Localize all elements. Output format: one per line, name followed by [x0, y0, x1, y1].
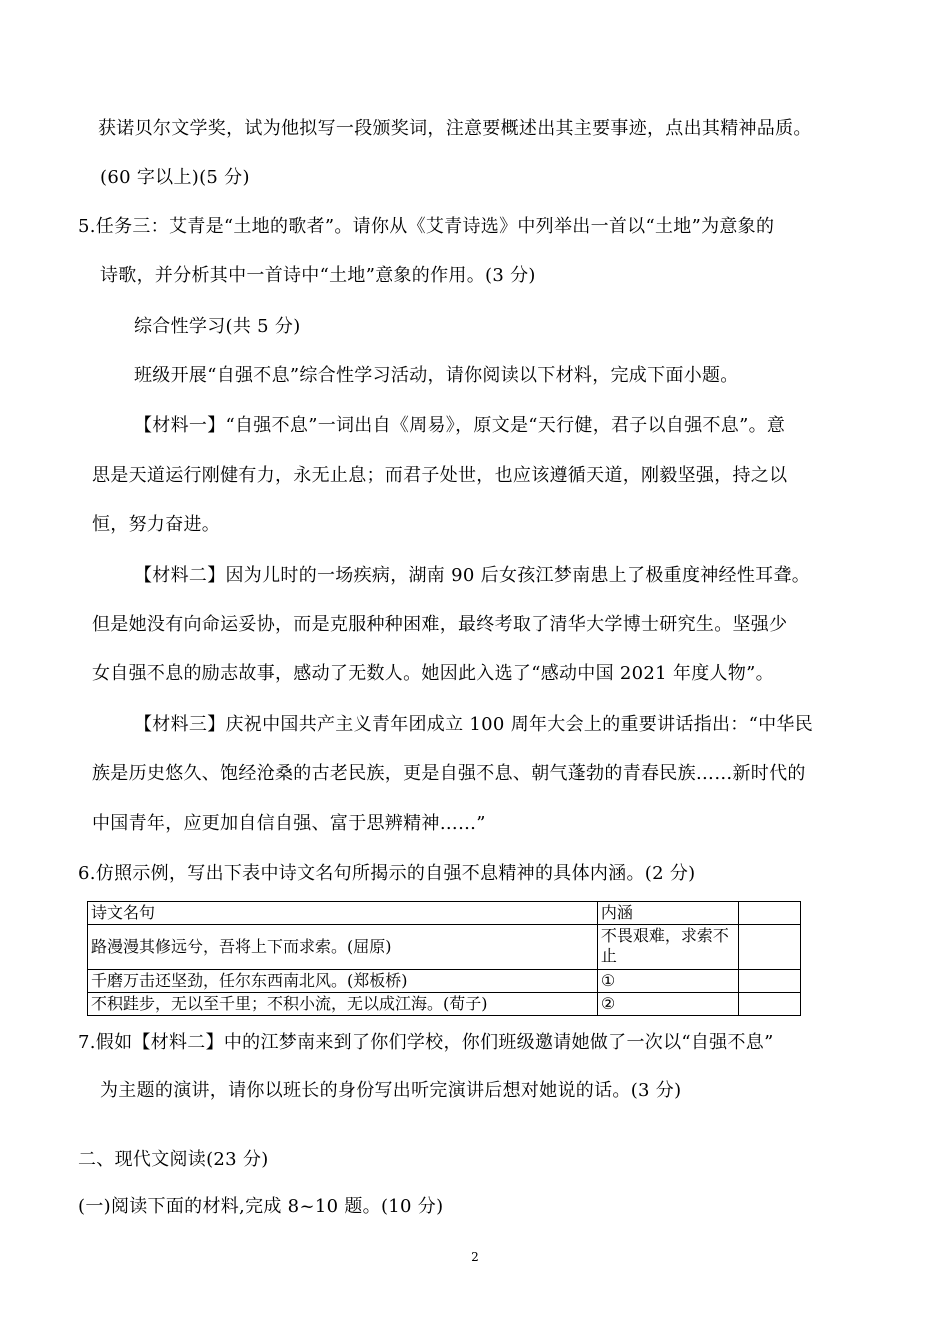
q6-prompt: 6.仿照示例，写出下表中诗文名句所揭示的自强不息精神的具体内涵。(2 分) — [78, 863, 696, 884]
header-blank — [738, 902, 800, 925]
material-three-line-2: 族是历史悠久、饱经沧桑的古老民族，更是自强不息、朝气蓬勃的青春民族……新时代的 — [92, 763, 806, 784]
section-heading-modern-reading: 二、现代文阅读(23 分) — [78, 1149, 269, 1170]
material-two-line-2: 但是她没有向命运妥协，而是克服种种困难，最终考取了清华大学博士研究生。坚强少 — [92, 614, 788, 635]
q4-word-count-score: (60 字以上)(5 分) — [100, 167, 250, 188]
poem-quote-cell: 不积跬步，无以至千里；不积小流，无以成江海。(荀子) — [88, 993, 598, 1016]
poem-meaning-table — [87, 901, 801, 1016]
material-two-line-1: 【材料二】因为儿时的一场疾病，湖南 90 后女孩江梦南患上了极重度神经性耳聋。 — [134, 565, 811, 586]
header-meaning: 内涵 — [597, 902, 738, 925]
material-three-line-1: 【材料三】庆祝中国共产主义青年团成立 100 周年大会上的重要讲话指出：“中华民 — [134, 714, 813, 735]
blank-cell — [738, 993, 800, 1016]
answer-blank-1: ① — [597, 970, 738, 993]
answer-blank-2: ② — [597, 993, 738, 1016]
blank-cell — [738, 925, 800, 970]
material-one-line-2: 思是天道运行刚健有力，永无止息；而君子处世，也应该遵循天道，刚毅坚强，持之以 — [92, 465, 788, 486]
table-row — [88, 925, 801, 970]
header-poem-quote: 诗文名句 — [88, 902, 598, 925]
q7-prompt-continued: 为主题的演讲，请你以班长的身份写出听完演讲后想对她说的话。(3 分) — [100, 1080, 682, 1101]
poem-quote-cell: 路漫漫其修远兮，吾将上下而求索。(屈原) — [88, 925, 598, 970]
subsection-heading-reading-one: (一)阅读下面的材料,完成 8~10 题。(10 分) — [78, 1196, 444, 1217]
table-row — [88, 970, 801, 993]
section-heading-comprehensive-study: 综合性学习(共 5 分) — [134, 316, 301, 337]
table-row — [88, 993, 801, 1016]
page-number: 2 — [471, 1250, 479, 1264]
q5-prompt-continued: 诗歌，并分析其中一首诗中“土地”意象的作用。(3 分) — [100, 265, 536, 286]
q7-prompt: 7.假如【材料二】中的江梦南来到了你们学校，你们班级邀请她做了一次以“自强不息” — [78, 1032, 774, 1053]
meaning-cell: 不畏艰难，求索不止 — [597, 925, 738, 970]
material-one-line-3: 恒，努力奋进。 — [92, 514, 221, 535]
q4-prompt-continued: 获诺贝尔文学奖，试为他拟写一段颁奖词，注意要概述出其主要事迹，点出其精神品质。 — [98, 118, 812, 139]
table-header-row — [88, 902, 801, 925]
poem-quote-cell: 千磨万击还坚劲，任尔东西南北风。(郑板桥) — [88, 970, 598, 993]
material-two-line-3: 女自强不息的励志故事，感动了无数人。她因此入选了“感动中国 2021 年度人物”。 — [92, 663, 774, 684]
blank-cell — [738, 970, 800, 993]
activity-intro: 班级开展“自强不息”综合性学习活动，请你阅读以下材料，完成下面小题。 — [134, 365, 739, 386]
material-one-line-1: 【材料一】“自强不息”一词出自《周易》，原文是“天行健，君子以自强不息”。意 — [134, 415, 786, 436]
material-three-line-3: 中国青年，应更加自信自强、富于思辨精神……” — [92, 813, 486, 834]
q5-prompt: 5.任务三：艾青是“土地的歌者”。请你从《艾青诗选》中列举出一首以“土地”为意象的 — [78, 216, 775, 237]
